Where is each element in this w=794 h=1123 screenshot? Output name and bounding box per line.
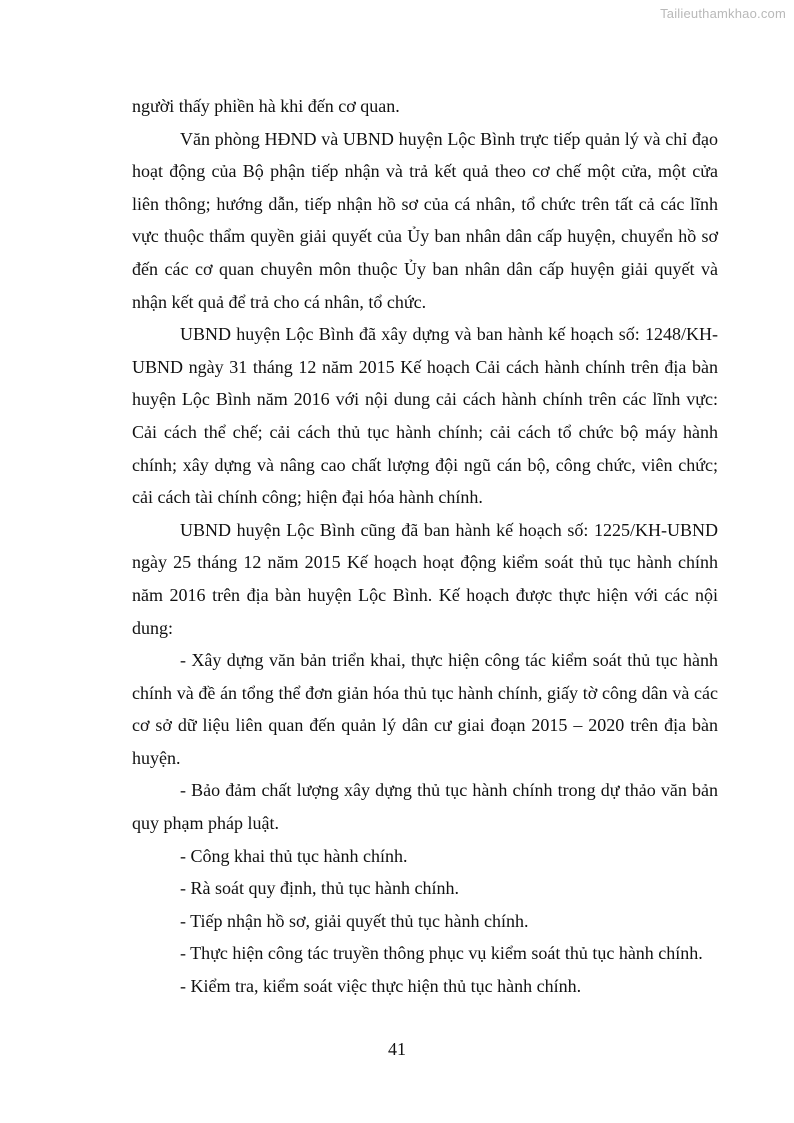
list-item-review: - Rà soát quy định, thủ tục hành chính. [180,878,459,899]
list-item-publicize: - Công khai thủ tục hành chính. [180,845,408,866]
body-text [132,90,718,1003]
list-item-receive-dossier: - Tiếp nhận hồ sơ, giải quyết thủ tục hành chính. [180,910,529,931]
paragraph-continuation: người thấy phiền hà khi đến cơ quan. [132,96,400,116]
list-item-communication: - Thực hiện công tác truyền thông phục vụ kiểm soát thủ tục hành chính. [180,943,703,964]
watermark: Tailieuthamkhao.com [660,6,786,21]
paragraph-control-plan: UBND huyện Lộc Bình cũng đã ban hành kế hoạch số: 1225/KH-UBND ngày 25 tháng 12 năm 2015 Kế hoạch hoạt động kiểm soát thủ tục hành chính năm 2016 trên địa bàn huyện Lộc Bình. Kế hoạch được thực hiện với các nội dung: [132,519,718,638]
paragraph-office-management: Văn phòng HĐND và UBND huyện Lộc Bình trực tiếp quản lý và chỉ đạo hoạt động của Bộ phận tiếp nhận và trả kết quả theo cơ chế một cửa, một cửa liên thông; hướng dẫn, tiếp nhận hồ sơ của cá nhân, tổ chức trên tất cả các lĩnh vực thuộc thẩm quyền giải quyết của Ủy ban nhân dân cấp huyện, chuyển hồ sơ đến các cơ quan chuyên môn thuộc Ủy ban nhân dân cấp huyện giải quyết và nhận kết quả để trả cho cá nhân, tổ chức. [132,128,718,312]
list-item-quality-assurance: - Bảo đảm chất lượng xây dựng thủ tục hành chính trong dự thảo văn bản quy phạm pháp luật. [132,780,718,834]
page-number: 41 [388,1039,406,1059]
list-item-build-documents: - Xây dựng văn bản triển khai, thực hiện công tác kiểm soát thủ tục hành chính và đề án tổng thể đơn giản hóa thủ tục hành chính, giấy tờ công dân và các cơ sở dữ liệu liên quan đến quản lý dân cư giai đoạn 2015 – 2020 trên địa bàn huyện. [132,650,718,768]
list-item-inspection: - Kiểm tra, kiểm soát việc thực hiện thủ tục hành chính. [180,976,582,997]
paragraph-reform-plan: UBND huyện Lộc Bình đã xây dựng và ban hành kế hoạch số: 1248/KH-UBND ngày 31 tháng 12 năm 2015 Kế hoạch Cải cách hành chính trên địa bàn huyện Lộc Bình năm 2016 với nội dung cải cách hành chính trên các lĩnh vực: Cải cách thể chế; cải cách thủ tục hành chính; cải cách tổ chức bộ máy hành chính; xây dựng và nâng cao chất lượng đội ngũ cán bộ, công chức, viên chức; cải cách tài chính công; hiện đại hóa hành chính. [132,324,718,508]
